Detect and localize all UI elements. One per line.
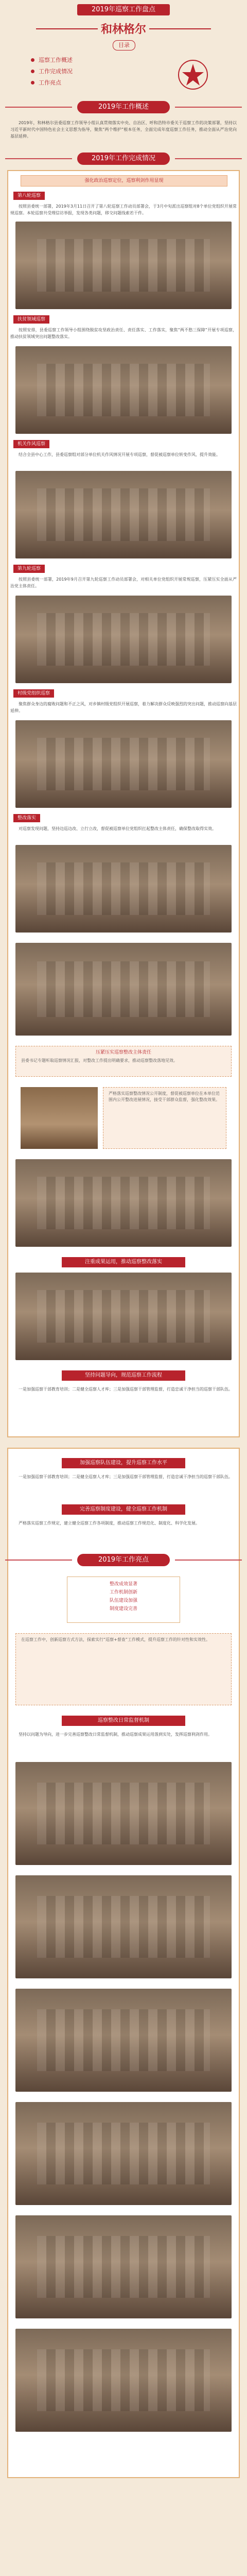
section-tag: 第八轮巡察 <box>13 192 45 200</box>
meeting-photo <box>15 2102 232 2205</box>
paragraph: 坚持以问题为导向，进一步完善巡察整改日常监督机制，推动巡察成果运用落到实处，发挥巡察利剑作用。 <box>19 1732 212 1737</box>
highlights-list <box>67 1577 180 1623</box>
section-tag: 第九轮巡察 <box>13 565 45 573</box>
toc-item[interactable]: 巡察工作概述 <box>31 54 216 65</box>
divider <box>5 158 72 159</box>
section-tag: 整改落实 <box>13 814 40 822</box>
section-header-overview: 2019年工作概述 <box>0 98 247 116</box>
quote-text: 县委书记专题听取巡察情况汇报，对整改工作提出明确要求，推动巡察整改落地见效。 <box>21 1058 178 1063</box>
meeting-photo <box>15 1875 232 1978</box>
meeting-photo <box>15 1762 232 1865</box>
section-header-completion: 2019年工作完成情况 <box>0 149 247 168</box>
meeting-photo <box>21 1087 98 1149</box>
meeting-photo <box>15 596 232 683</box>
box-heading: 巡察整改日常监督机制 <box>62 1716 185 1726</box>
meeting-photo <box>15 720 232 808</box>
divider <box>175 107 242 108</box>
box-heading: 坚持问题导向，规范巡察工作流程 <box>62 1370 185 1381</box>
paragraph: 严格落实巡察工作规定，建立健全巡察工作各项制度，推动巡察工作规范化、制度化、科学化发展。 <box>19 1521 200 1526</box>
section-header-highlights: 2019年工作亮点 <box>0 1551 247 1569</box>
list-item: 制度建设完善 <box>109 1606 137 1612</box>
box-heading: 完善巡察制度建设，健全巡察工作机制 <box>62 1504 185 1515</box>
box-heading: 注重成果运用，推动巡察整改落实 <box>62 1257 185 1267</box>
toc-badge: 目录 <box>113 40 135 50</box>
toc-item[interactable]: 工作完成情况 <box>31 65 216 77</box>
section-tag: 扶贫领域巡察 <box>13 315 49 324</box>
meeting-photo <box>15 2329 232 2432</box>
paragraph: 按照县委统一部署，2019年9月召开第九轮巡察工作动员部署会，对相关单位党组织开展常规巡察，压紧压实全面从严治党主体责任。 <box>10 577 237 588</box>
page-title: 2019年巡察工作盘点 <box>77 4 170 15</box>
divider <box>175 1560 242 1561</box>
paragraph: 结合全县中心工作，县委巡察组对部分单位机关作风情况开展专项巡察，督促被巡察单位转变作风、提升效能。 <box>19 452 220 457</box>
meeting-photo <box>15 222 232 309</box>
list-item: 整改成效显著 <box>109 1582 137 1587</box>
section-tag: 村级党组织巡察 <box>13 689 54 698</box>
meeting-photo <box>15 471 232 558</box>
paragraph: 一是加强巡察干部教育培训；二是健全巡察人才库；三是加强巡察干部管理监督，打造忠诚干净担当的巡察干部队伍。 <box>19 1387 233 1392</box>
divider <box>175 158 242 159</box>
list-item: 队伍建设加强 <box>109 1598 137 1603</box>
header-banner <box>0 0 247 57</box>
paragraph: 按照县委统一部署，2019年3月11日召开了第八轮巡察工作动员部署会，于3月中旬派出巡察组对8个单位党组织开展常规巡察。本轮巡察共受理信访举报，发现各类问题，移交问题线索若干件。 <box>10 204 237 215</box>
quote-box <box>15 1046 232 1077</box>
divider <box>5 1560 72 1561</box>
paragraph: 聚焦群众身边的腐败问题和不正之风，对乡镇村级党组织开展巡察，着力解决群众反映强烈的突出问题，推动巡察向基层延伸。 <box>10 702 237 713</box>
emblem-icon <box>170 57 216 93</box>
meeting-photo <box>15 2215 232 2318</box>
bullet-icon <box>31 81 34 84</box>
divider <box>5 107 72 108</box>
intro-paragraph: 2019年，和林格尔县委巡察工作领导小组认真贯彻落实中央、自治区、呼和浩特市委关于巡察工作的决策部署，坚持以习近平新时代中国特色社会主义思想为指导，聚焦“两个维护”根本任务，全面完成年度巡察工作任务，推动全面从严治党向基层延伸。 <box>10 121 237 139</box>
overview-subheading: 强化政治巡察定位，巡察利剑作用显现 <box>21 175 227 187</box>
meeting-photo <box>15 845 232 933</box>
region-name: 和林格尔 <box>100 23 146 36</box>
meeting-photo <box>15 1273 232 1360</box>
meeting-photo <box>15 346 232 434</box>
paragraph: 一是加强巡察干部教育培训；二是健全巡察人才库；三是加强巡察干部管理监督，打造忠诚干净担当的巡察干部队伍。 <box>19 1475 233 1479</box>
meeting-photo <box>15 1159 232 1247</box>
meeting-photo <box>15 943 232 1036</box>
list-item: 工作机制创新 <box>109 1590 137 1595</box>
quote-box: 严格落实巡察整改情况公开制度，督促被巡察单位在本单位范围内公开整改进展情况，接受干部群众监督，强化整改效果。 <box>103 1087 226 1149</box>
quote-box: 在巡察工作中，创新巡察方式方法，探索实行“巡察+督查”工作模式，提升巡察工作的针对性和实效性。 <box>15 1633 232 1705</box>
meeting-photo <box>15 1989 232 2092</box>
paragraph: 对巡察发现问题，坚持边巡边改、立行立改，督促被巡察单位党组织扛起整改主体责任，确保整改取得实效。 <box>19 826 216 831</box>
paragraph: 按照安排，县委巡察工作领导小组围绕脱贫攻坚政治责任、责任落实、工作落实，聚焦“两不愁三保障”开展专项巡察，推动扶贫领域突出问题整改落实。 <box>10 328 237 339</box>
bullet-icon <box>31 58 34 62</box>
toc-item[interactable]: 工作亮点 <box>31 77 216 88</box>
bullet-icon <box>31 70 34 73</box>
quote-heading: 压紧压实巡察整改主体责任 <box>95 1050 151 1055</box>
section-tag: 机关作风巡察 <box>13 440 49 448</box>
box-heading: 加强巡察队伍建设，提升巡察工作水平 <box>62 1458 185 1468</box>
